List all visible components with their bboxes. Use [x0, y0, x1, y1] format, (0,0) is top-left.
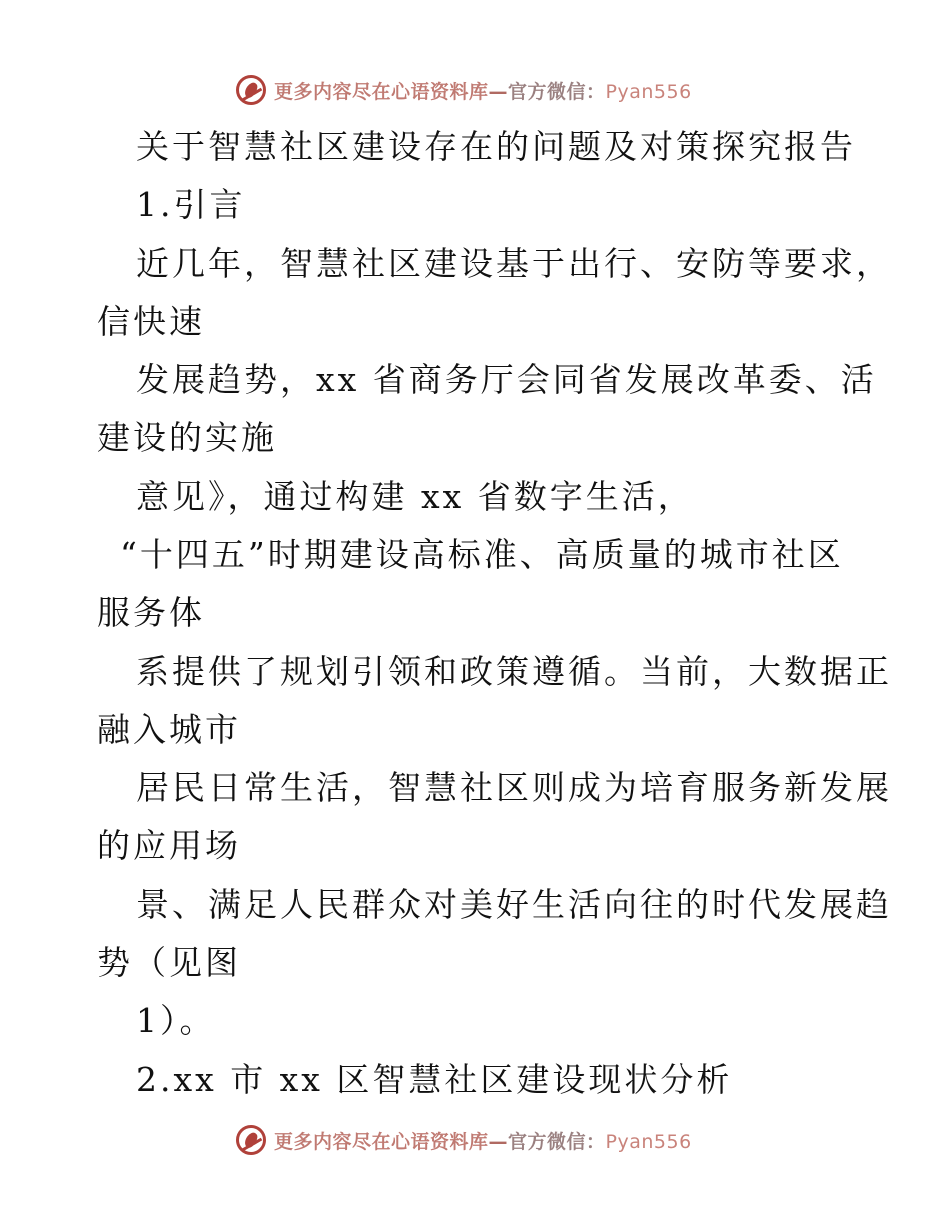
- paragraph-line: 建设的实施: [97, 418, 277, 457]
- paragraph-line: “十四五”时期建设高标准、高质量的城市社区: [120, 535, 844, 574]
- watermark-contact: Pyan556: [605, 1130, 692, 1153]
- footer-watermark-banner: [236, 1122, 692, 1158]
- header-watermark-banner: [236, 72, 692, 108]
- section-heading-2: 2.xx 市 xx 区智慧社区建设现状分析: [136, 1060, 733, 1099]
- paragraph-line: 意见》，通过构建 xx 省数字生活，: [136, 477, 694, 516]
- pen-logo-icon: [236, 75, 266, 105]
- watermark-text: [274, 1127, 692, 1154]
- watermark-dash: —: [488, 1130, 509, 1153]
- paragraph-line: 景、满足人民群众对美好生活向往的时代发展趋: [136, 885, 892, 924]
- paragraph-line: 融入城市: [97, 710, 241, 749]
- watermark-wechat-label: 官方微信：: [508, 80, 606, 103]
- watermark-dash: —: [488, 80, 509, 103]
- paragraph-line: 发展趋势，xx 省商务厅会同省发展改革委、活: [136, 360, 877, 399]
- paragraph-line: 近几年，智慧社区建设基于出行、安防等要求，: [136, 244, 892, 283]
- section-heading-1: 1.引言: [136, 185, 246, 224]
- paragraph-line: 系提供了规划引领和政策遵循。当前，大数据正: [136, 652, 892, 691]
- document-title: 关于智慧社区建设存在的问题及对策探究报告: [136, 127, 856, 166]
- watermark-wechat-label: 官方微信：: [508, 1130, 606, 1153]
- paragraph-line: 居民日常生活，智慧社区则成为培育服务新发展: [136, 768, 892, 807]
- watermark-main: 更多内容尽在心语资料库: [274, 1130, 489, 1153]
- watermark-contact: Pyan556: [605, 80, 692, 103]
- paragraph-line: 的应用场: [97, 826, 241, 865]
- paragraph-line: 服务体: [97, 593, 205, 632]
- watermark-text: [274, 77, 692, 104]
- paragraph-line: 1）。: [136, 1001, 216, 1040]
- paragraph-line: 信快速: [97, 302, 205, 341]
- watermark-main: 更多内容尽在心语资料库: [274, 80, 489, 103]
- pen-logo-icon: [236, 1125, 266, 1155]
- paragraph-line: 势（见图: [97, 943, 241, 982]
